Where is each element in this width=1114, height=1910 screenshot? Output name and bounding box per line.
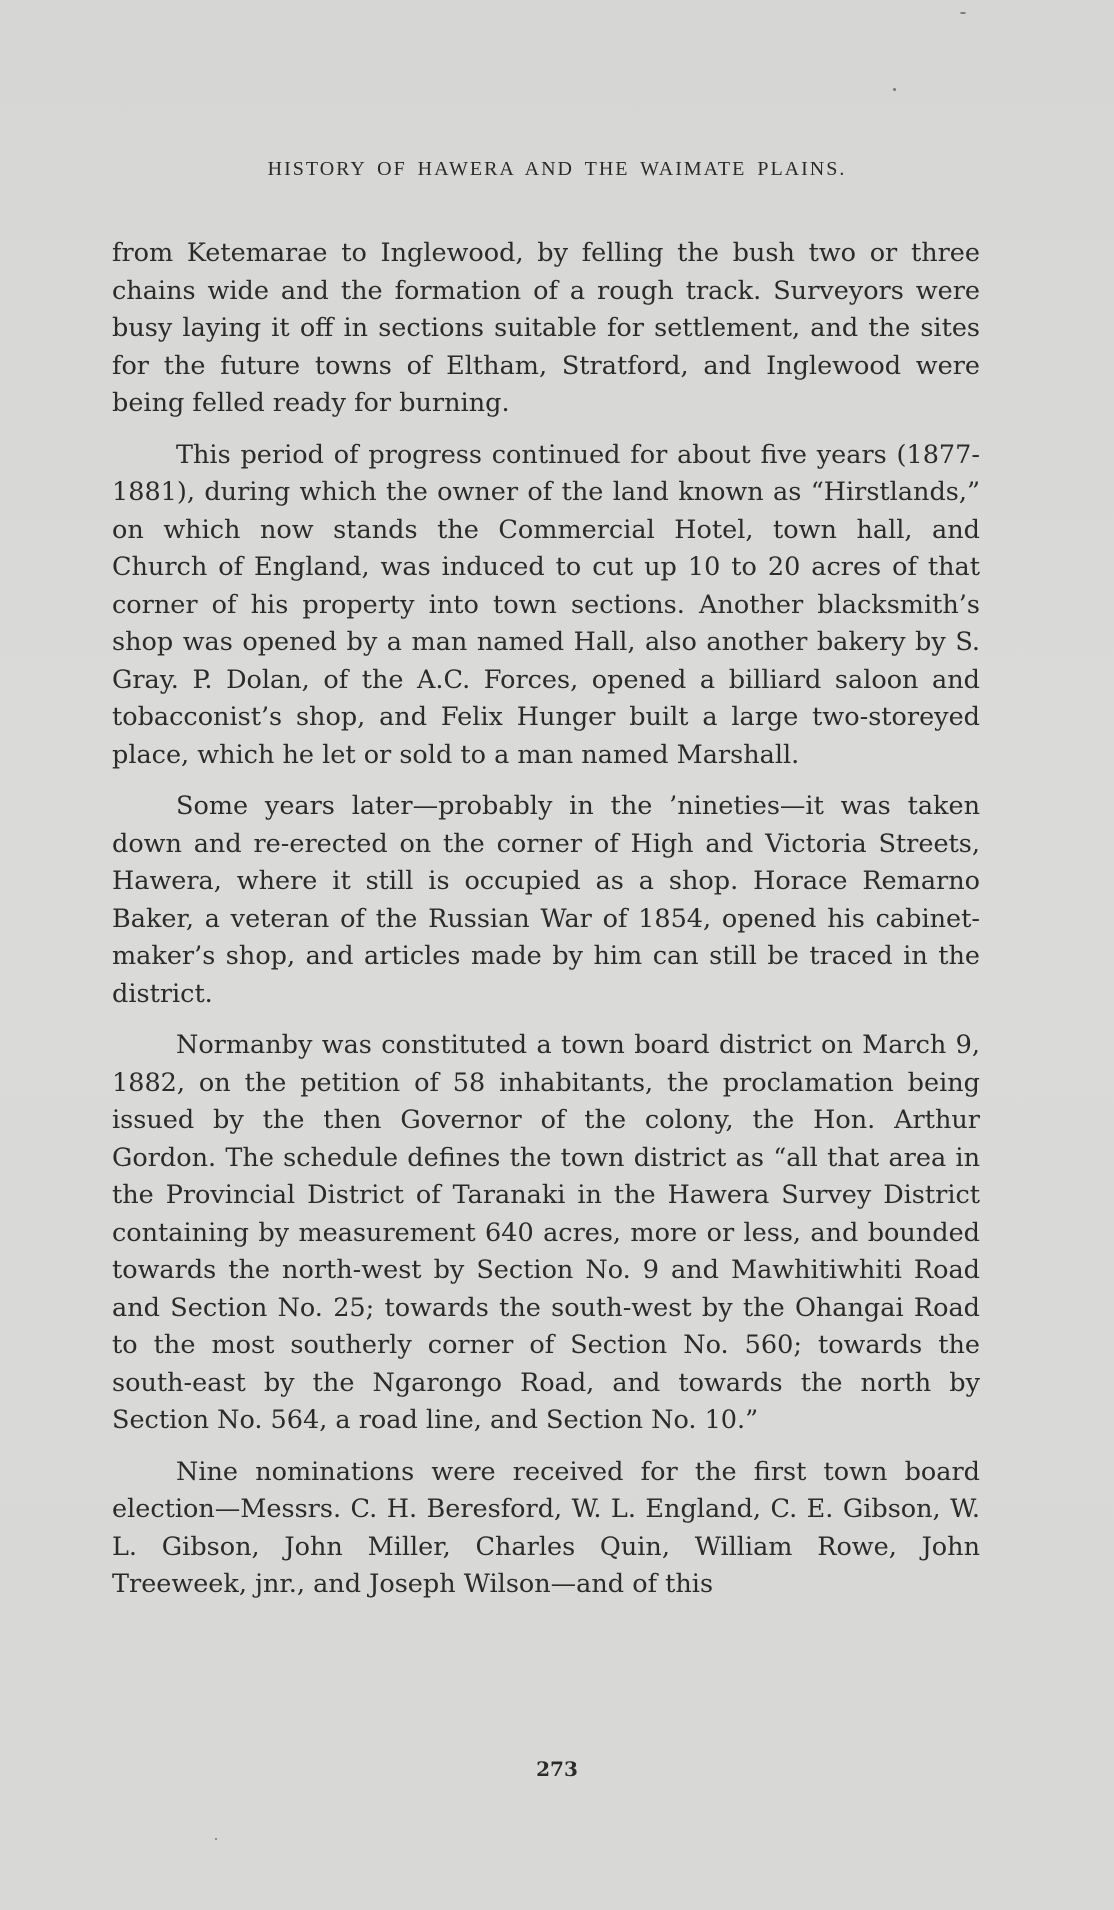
paper-speck	[960, 12, 966, 14]
paragraph-5: Nine nominations were received for the first town board election—Messrs. C. H. Beresford, W. L. England, C. E. Gibson, W. L. Gibson, John Miller, Charles Quin, William Rowe, John Treeweek, jnr., and Joseph Wilson—and of this	[112, 1456, 980, 1599]
paper-speck	[215, 1838, 217, 1840]
paragraph-2: This period of progress continued for about five years (1877-1881), during which the owner of the land known as “Hirstlands,” on which now stands the Commercial Hotel, town hall, and Church of England, was induced to cut up 10 to 20 acres of that corner of his property into town sections. Another blacksmith’s shop was opened by a man named Hall, also another bakery by S. Gray. P. Dolan, of the A.C. Forces, opened a billiard saloon and tobacconist’s shop, and Felix Hunger built a large two-storeyed place, which he let or sold to a man named Marshall.	[112, 439, 980, 770]
running-head: HISTORY OF HAWERA AND THE WAIMATE PLAINS.	[267, 158, 847, 180]
body-text	[112, 235, 980, 1618]
page-number: 273	[536, 1757, 578, 1781]
paragraph-3: Some years later—probably in the ’nineties—it was taken down and re-erected on the corner of High and Victoria Streets, Hawera, where it still is occupied as a shop. Horace Remarno Baker, a veteran of the Russian War of 1854, opened his cabinet-maker’s shop, and articles made by him can still be traced in the district.	[112, 791, 980, 1009]
paragraph-1: from Ketemarae to Inglewood, by felling the bush two or three chains wide and the formation of a rough track. Surveyors were busy laying it off in sections suitable for settlement, and the sites for the future towns of Eltham, Stratford, and Inglewood were being felled ready for burning.	[112, 238, 980, 418]
paper-speck	[893, 88, 896, 91]
paragraph-4: Normanby was constituted a town board district on March 9, 1882, on the petition of 58 inhabitants, the proclamation being issued by the then Governor of the colony, the Hon. Arthur Gordon. The schedule defines the town district as “all that area in the Provincial District of Taranaki in the Hawera Survey District containing by measurement 640 acres, more or less, and bounded towards the north-west by Section No. 9 and Mawhitiwhiti Road and Section No. 25; towards the south-west by the Ohangai Road to the most southerly corner of Section No. 560; towards the south-east by the Ngarongo Road, and towards the north by Section No. 564, a road line, and Section No. 10.”	[112, 1030, 980, 1435]
